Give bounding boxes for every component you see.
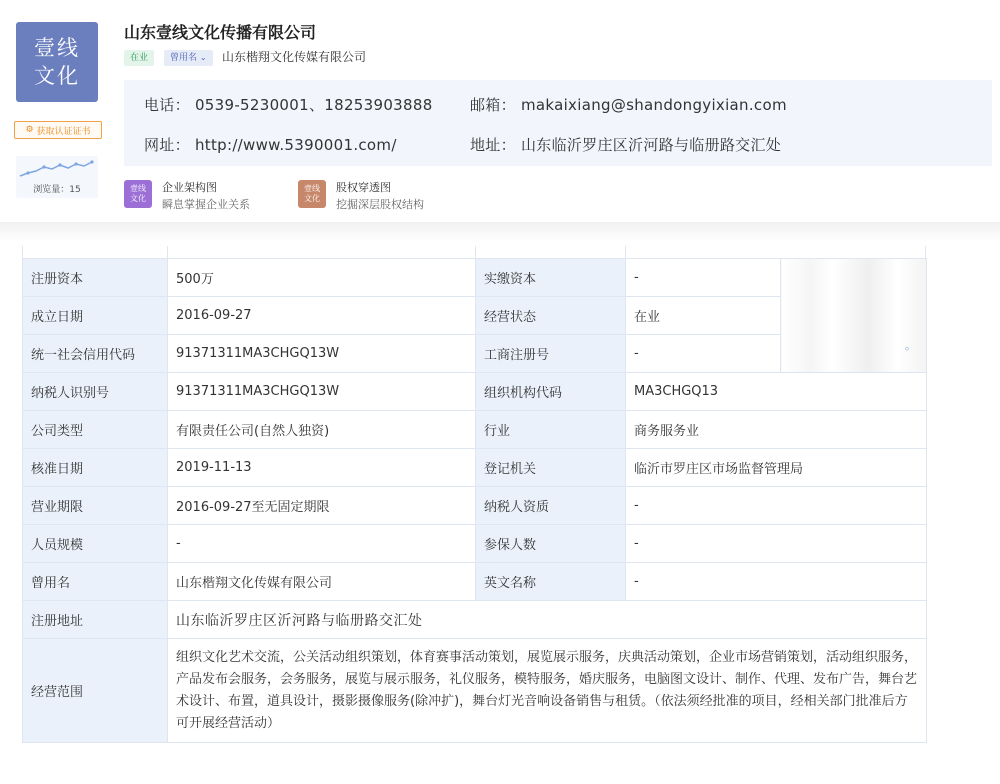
table-row <box>23 639 927 743</box>
table-row <box>23 525 927 563</box>
views-trend-icon <box>16 156 98 182</box>
field-label: 成立日期 <box>23 297 168 335</box>
field-label: 营业期限 <box>23 487 168 525</box>
logo-text-line1: 壹线 <box>34 36 80 60</box>
field-label: 公司类型 <box>23 411 168 449</box>
field-value: - <box>626 335 781 373</box>
section-divider <box>0 222 1000 242</box>
former-name: 山东楷翔文化传媒有限公司 <box>222 50 367 64</box>
contact-address: 地址： 山东临沂罗庄区沂河路与临册路交汇处 <box>470 136 782 154</box>
field-label: 经营范围 <box>23 639 168 743</box>
field-label: 核准日期 <box>23 449 168 487</box>
org-chart-subtitle: 瞬息掌握企业关系 <box>162 198 250 211</box>
table-row <box>23 563 927 601</box>
field-value: - <box>626 487 927 525</box>
company-name: 山东壹线文化传播有限公司 <box>124 23 317 42</box>
contact-email[interactable]: 邮箱： makaixiang@shandongyixian.com <box>470 96 787 114</box>
field-value: 临沂市罗庄区市场监督管理局 <box>626 449 927 487</box>
feature-org-chart[interactable] <box>124 180 250 211</box>
field-value: 在业 <box>626 297 781 335</box>
field-label: 登记机关 <box>476 449 626 487</box>
get-certificate-button[interactable] <box>14 121 102 139</box>
table-row <box>23 449 927 487</box>
views-widget <box>16 156 98 198</box>
field-label: 英文名称 <box>476 563 626 601</box>
field-label: 人员规模 <box>23 525 168 563</box>
former-name-dropdown[interactable] <box>164 50 213 66</box>
contact-website[interactable]: 网址： http://www.5390001.com/ <box>144 136 397 154</box>
former-name-tag-label: 曾用名 <box>170 53 198 63</box>
chevron-down-icon: ⌄ <box>199 53 207 62</box>
certificate-icon: ⚙ <box>25 125 34 135</box>
company-logo <box>16 22 98 102</box>
table-row <box>23 373 927 411</box>
field-label: 曾用名 <box>23 563 168 601</box>
field-label: 组织机构代码 <box>476 373 626 411</box>
field-label: 注册资本 <box>23 259 168 297</box>
field-label: 行业 <box>476 411 626 449</box>
field-label: 注册地址 <box>23 601 168 639</box>
equity-chart-icon: 壹线 文化 <box>298 180 326 208</box>
field-value: 500万 <box>168 259 476 297</box>
org-chart-title: 企业架构图 <box>162 181 217 194</box>
table-row <box>23 487 927 525</box>
org-chart-icon: 壹线 文化 <box>124 180 152 208</box>
equity-chart-subtitle: 挖掘深层股权结构 <box>336 198 424 211</box>
equity-chart-title: 股权穿透图 <box>336 181 391 194</box>
business-info-table <box>22 258 927 743</box>
field-label: 工商注册号 <box>476 335 626 373</box>
blurred-image: 。 <box>781 259 927 373</box>
field-value: 商务服务业 <box>626 411 927 449</box>
table-row <box>23 601 927 639</box>
feature-equity-chart[interactable] <box>298 180 424 211</box>
field-label: 统一社会信用代码 <box>23 335 168 373</box>
field-label: 经营状态 <box>476 297 626 335</box>
field-value: 2019-11-13 <box>168 449 476 487</box>
field-value: 2016-09-27至无固定期限 <box>168 487 476 525</box>
get-certificate-label: 获取认证证书 <box>36 126 91 137</box>
field-value: - <box>626 563 927 601</box>
field-value: 有限责任公司(自然人独资) <box>168 411 476 449</box>
table-row <box>23 411 927 449</box>
field-value: 山东楷翔文化传媒有限公司 <box>168 563 476 601</box>
field-value: - <box>626 525 927 563</box>
field-label: 实缴资本 <box>476 259 626 297</box>
contact-phone: 电话： 0539-5230001、18253903888 <box>144 96 433 114</box>
field-label: 纳税人识别号 <box>23 373 168 411</box>
table-row <box>23 259 927 297</box>
field-value: - <box>168 525 476 563</box>
status-badge: 在业 <box>124 50 154 66</box>
field-label: 纳税人资质 <box>476 487 626 525</box>
registered-address: 山东临沂罗庄区沂河路与临册路交汇处 <box>168 601 927 639</box>
views-count: 浏览量：15 <box>33 185 81 195</box>
table-top-strip <box>22 246 926 258</box>
field-value: - <box>626 259 781 297</box>
field-value: 91371311MA3CHGQ13W <box>168 373 476 411</box>
logo-text-line2: 文化 <box>34 64 80 88</box>
business-scope: 组织文化艺术交流，公关活动组织策划，体育赛事活动策划，展览展示服务，庆典活动策划，企业市场营销策划，活动组织服务，产品发布会服务，会务服务，展览与展示服务，礼仪服务，模特服务，婚庆服务，电脑图文设计、制作、代理、发布广告，舞台艺术设计、布置，道具设计，摄影摄像服务(除冲扩)，舞台灯光音响设备销售与租赁。（依法须经批准的项目，经相关部门批准后方可开展经营活动） <box>168 639 927 743</box>
field-value: MA3CHGQ13 <box>626 373 927 411</box>
field-value: 91371311MA3CHGQ13W <box>168 335 476 373</box>
field-value: 2016-09-27 <box>168 297 476 335</box>
contact-panel <box>124 80 992 166</box>
field-label: 参保人数 <box>476 525 626 563</box>
